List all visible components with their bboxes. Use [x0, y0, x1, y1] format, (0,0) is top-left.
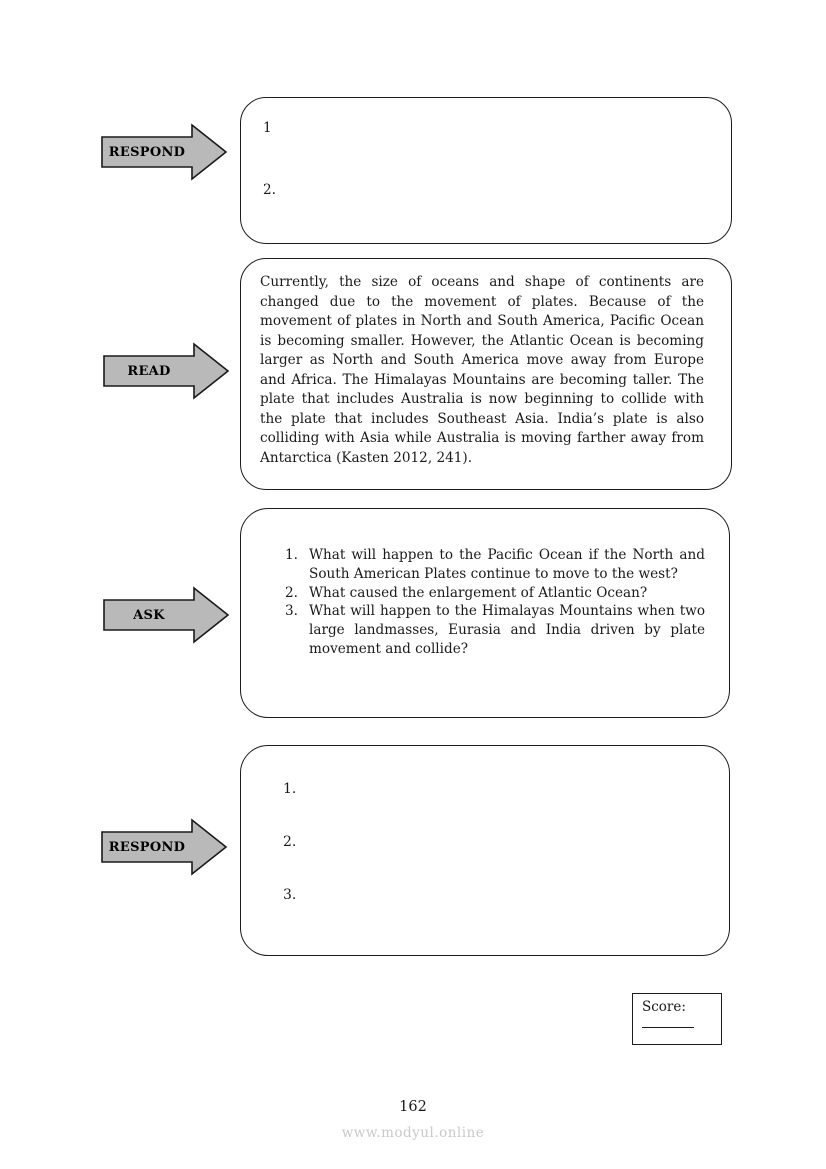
ask-arrow	[102, 586, 230, 644]
respond-top-arrow-label: RESPOND	[108, 144, 186, 160]
question-text: What caused the enlargement of Atlantic Ocean?	[309, 584, 648, 601]
questions-box	[240, 508, 730, 718]
respond-bottom-answer-box	[240, 745, 730, 956]
answer-blank-number: 2.	[263, 182, 276, 198]
answer-blank-number: 1	[263, 120, 272, 136]
question-item	[285, 602, 705, 658]
read-arrow	[102, 342, 230, 400]
answer-blank-number: 2.	[283, 834, 297, 850]
score-label: Score:	[642, 999, 686, 1015]
respond-bottom-arrow	[100, 818, 228, 876]
question-number: 3.	[285, 603, 298, 620]
respond-bottom-arrow-label: RESPOND	[108, 839, 186, 855]
question-item	[285, 546, 705, 584]
reading-passage-box	[240, 258, 732, 490]
page-number: 162	[399, 1099, 427, 1115]
ask-arrow-label: ASK	[133, 607, 165, 623]
score-box	[632, 993, 722, 1045]
question-text: What will happen to the Himalayas Mountains when two large landmasses, Eurasia and India driven by plate movement and collide?	[309, 603, 705, 657]
read-arrow-label: READ	[127, 363, 171, 379]
question-item	[285, 584, 705, 603]
question-list	[285, 546, 705, 659]
answer-blank-number: 1.	[283, 781, 297, 797]
respond-top-arrow	[100, 123, 228, 181]
reading-passage-text: Currently, the size of oceans and shape of continents are changed due to the movement of plates. Because of the movement of plates in North and South America, Pacific Ocean is becoming smaller. However, the Atlantic Ocean is becoming larger as North and South America move away from Europe and Africa. The Himalayas Mountains are becoming taller. The plate that includes Australia is now beginning to collide with the plate that includes Southeast Asia. India’s plate is also colliding with Asia while Australia is moving farther away from Antarctica (Kasten 2012, 241).	[260, 274, 704, 466]
question-number: 1.	[285, 547, 298, 563]
question-text: What will happen to the Pacific Ocean if the North and South American Plates continue to move to the west?	[309, 547, 705, 582]
question-number: 2.	[285, 584, 298, 601]
score-blank-line	[642, 1027, 694, 1028]
answer-blank-number: 3.	[283, 887, 297, 903]
respond-top-answer-box	[240, 97, 732, 244]
watermark: www.modyul.online	[341, 1125, 485, 1141]
